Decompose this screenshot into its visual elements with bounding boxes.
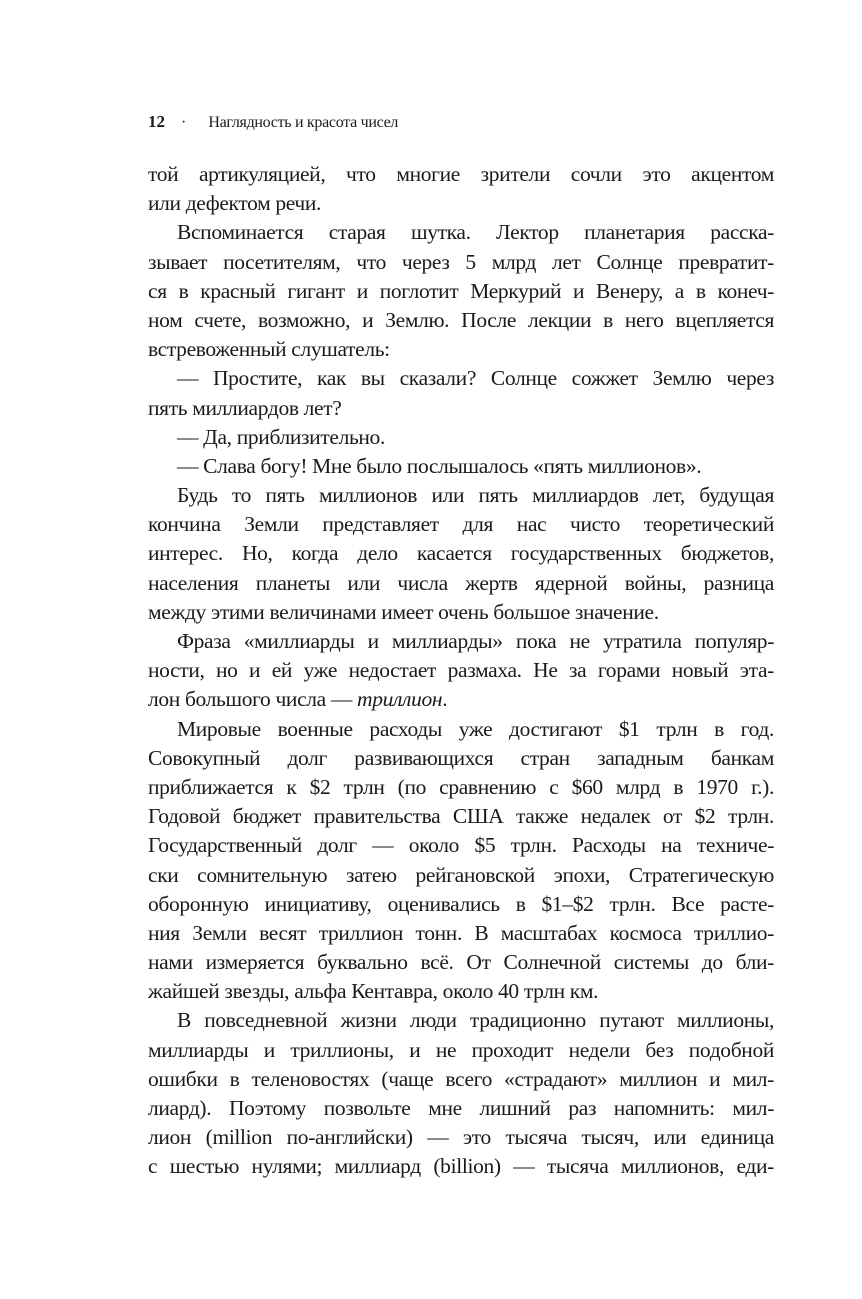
text-line: ности, но и ей уже недостает размаха. Не за горами новый эта-	[148, 658, 774, 683]
text-line: той артикуляцией, что многие зрители сочли это акцентом	[148, 162, 774, 186]
text-line: с шестью нулями; миллиард (billion) — тысяча миллионов, еди-	[148, 1154, 774, 1179]
text-line: Годовой бюджет правительства США также недалек от $2 трлн.	[148, 804, 774, 829]
page-number: 12	[148, 112, 165, 131]
text-line: приближается к $2 трлн (по сравнению с $60 млрд в 1970 г.).	[148, 774, 774, 799]
text-line: миллиарды и триллионы, и не проходит недели без подобной	[148, 1037, 774, 1062]
text-line: зывает посетителям, что через 5 млрд лет Солнце превратит-	[148, 249, 774, 274]
text-line: Совокупный долг развивающихся стран западным банкам	[148, 745, 774, 770]
text-line: оборонную инициативу, оценивались в $1–$2 трлн. Все расте-	[148, 891, 774, 916]
text-line: Государственный долг — около $5 трлн. Расходы на техниче-	[148, 833, 774, 858]
text-line: жайшей звезды, альфа Кентавра, около 40 трлн км.	[148, 979, 599, 1004]
running-title: Наглядность и красота чисел	[208, 114, 399, 131]
body-text	[148, 160, 774, 1182]
text-line: Мировые военные расходы уже достигают $1 трлн в год.	[177, 716, 774, 741]
text-line: — Слава богу! Мне было послышалось «пять миллионов».	[177, 453, 702, 478]
text-line: ошибки в теленовостях (чаще всего «страдают» миллион и мил-	[148, 1066, 774, 1091]
text-segment: .	[442, 687, 448, 712]
text-segment: лон большого числа —	[148, 687, 358, 712]
text-line: встревоженный слушатель:	[148, 337, 390, 362]
text-line: ном счете, возможно, и Землю. После лекции в него вцепляется	[148, 307, 774, 332]
running-header	[148, 112, 398, 132]
text-line: или дефектом речи.	[148, 191, 322, 216]
text-line: населения планеты или числа жертв ядерной войны, разница	[148, 570, 774, 595]
header-separator: ·	[181, 114, 187, 131]
text-line: Вспоминается старая шутка. Лектор планетария расска-	[177, 220, 774, 245]
text-line: лиард). Поэтому позвольте мне лишний раз напомнить: мил-	[148, 1096, 774, 1120]
text-line: ся в красный гигант и поглотит Меркурий и Венеру, а в конеч-	[148, 278, 774, 303]
text-line: В повседневной жизни люди традиционно путают миллионы,	[177, 1008, 774, 1033]
text-line: лион (million по-английски) — это тысяча тысяч, или единица	[148, 1125, 774, 1150]
text-line: кончина Земли представляет для нас чисто теоретический	[148, 512, 774, 537]
text-line: ски сомнительную затею рейгановской эпохи, Стратегическую	[148, 862, 774, 887]
text-line: ния Земли весят триллион тонн. В масштабах космоса триллио-	[148, 920, 774, 945]
text-line	[148, 685, 774, 714]
text-line: Фраза «миллиарды и миллиарды» пока не утратила популяр-	[177, 629, 774, 653]
text-line: пять миллиардов лет?	[148, 395, 342, 420]
text-line: интерес. Но, когда дело касается государственных бюджетов,	[148, 541, 774, 566]
text-line: нами измеряется буквально всё. От Солнечной системы до бли-	[148, 950, 774, 975]
text-line: — Да, приблизительно.	[177, 424, 385, 449]
italic-term: триллион	[357, 687, 443, 712]
text-line: — Простите, как вы сказали? Солнце сожжет Землю через	[177, 366, 774, 391]
text-line: Будь то пять миллионов или пять миллиардов лет, будущая	[177, 483, 774, 508]
text-line: между этими величинами имеет очень большое значение.	[148, 599, 659, 624]
